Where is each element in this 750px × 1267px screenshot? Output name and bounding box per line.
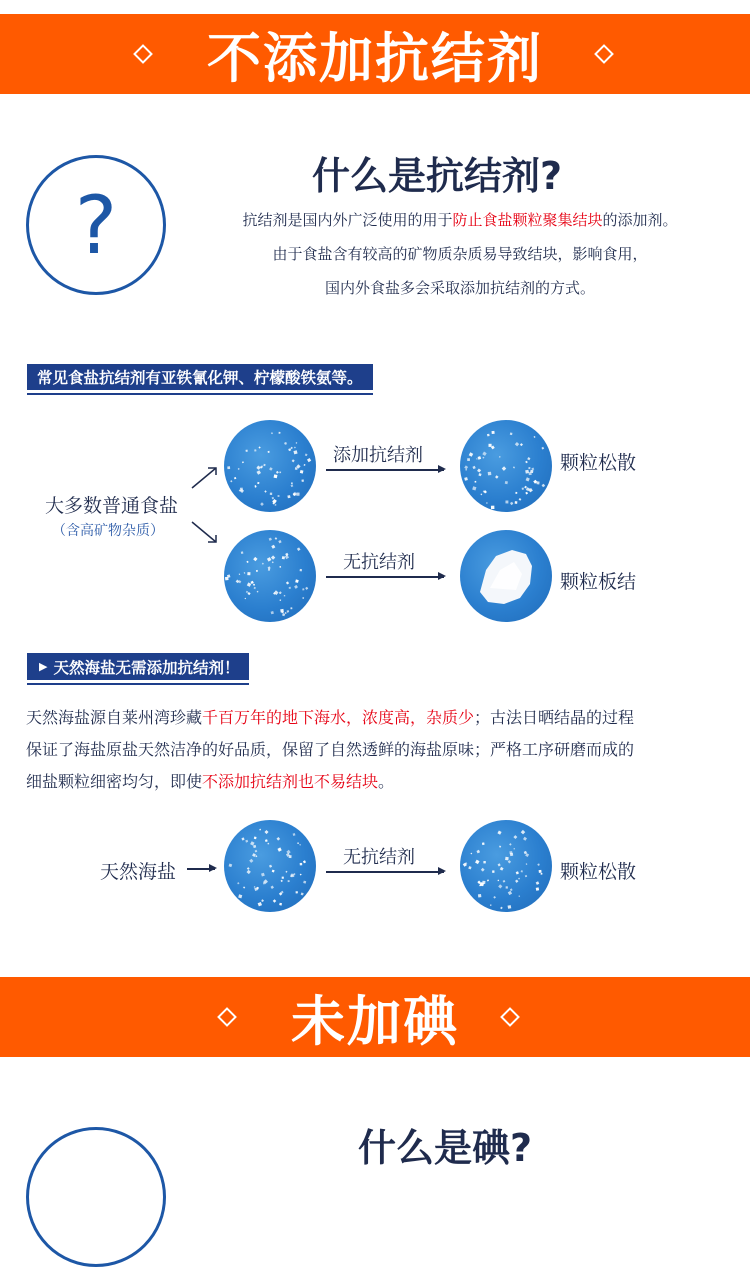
question-mark: ?: [74, 178, 118, 272]
intro-line-1: 抗结剂是国内外广泛使用的用于防止食盐颗粒聚集结块的添加剂。: [242, 211, 678, 229]
sea-salt-label: 天然海盐: [100, 861, 177, 883]
source-label: 大多数普通食盐: [45, 495, 179, 517]
arrow-right: [326, 576, 444, 578]
arrow-label-with-agent: 添加抗结剂: [333, 445, 423, 466]
loose-salt-image: [224, 420, 316, 512]
banner-title-2: 未加碘: [291, 989, 459, 1053]
result-caked-label: 颗粒板结: [560, 571, 637, 593]
question-circle-icon: [26, 1127, 166, 1267]
caked-salt-image: [460, 530, 552, 622]
loose-salt-result-image: [460, 420, 552, 512]
section-heading-2: 什么是碘?: [358, 1126, 533, 1170]
iodine-banner: [0, 977, 750, 1057]
arrow-right: [187, 868, 215, 870]
body-line-2: 保证了海盐原盐天然洁净的好品质，保留了自然透鲜的海盐原味；严格工序研磨而成的: [26, 740, 635, 759]
intro-line-2: 由于食盐含有较高的矿物质杂质易导致结块，影响食用，: [272, 245, 648, 263]
sea-salt-result-image: [460, 820, 552, 912]
header-banner: [0, 14, 750, 94]
section-heading: 什么是抗结剂?: [312, 154, 563, 198]
sea-salt-paragraph: [26, 702, 726, 798]
arrow-right: [326, 871, 444, 873]
sea-salt-result-label: 颗粒松散: [560, 861, 637, 883]
banner-title: 不添加抗结剂: [207, 26, 543, 90]
intro-line-3: 国内外食盐多会采取添加抗结剂的方式。: [324, 279, 595, 297]
source-sublabel: （含高矿物杂质）: [52, 523, 164, 539]
arrow-right: [326, 469, 444, 471]
diagonal-arrows: [188, 462, 224, 548]
info-tag: 常见食盐抗结剂有亚铁氰化钾、柠檬酸铁氨等。: [27, 364, 373, 390]
play-icon: ▶: [39, 660, 48, 673]
diamond-icon: [594, 44, 614, 64]
intro-paragraph: [200, 203, 720, 305]
question-circle-icon: [26, 155, 166, 295]
diamond-icon: [217, 1007, 237, 1027]
body-line-3: 细盐颗粒细密均匀，即使不添加抗结剂也不易结块。: [26, 772, 395, 791]
arrow-label-no-agent-2: 无抗结剂: [343, 847, 415, 868]
sea-salt-image: [224, 820, 316, 912]
diamond-icon: [133, 44, 153, 64]
info-tag-2: ▶ 天然海盐无需添加抗结剂！: [27, 653, 249, 680]
result-loose-label: 颗粒松散: [560, 452, 637, 474]
arrow-label-no-agent: 无抗结剂: [343, 552, 415, 573]
diamond-icon: [500, 1007, 520, 1027]
plain-salt-image: [224, 530, 316, 622]
body-line-1: 天然海盐源自莱州湾珍藏千百万年的地下海水，浓度高，杂质少；古法日晒结晶的过程: [26, 708, 635, 727]
